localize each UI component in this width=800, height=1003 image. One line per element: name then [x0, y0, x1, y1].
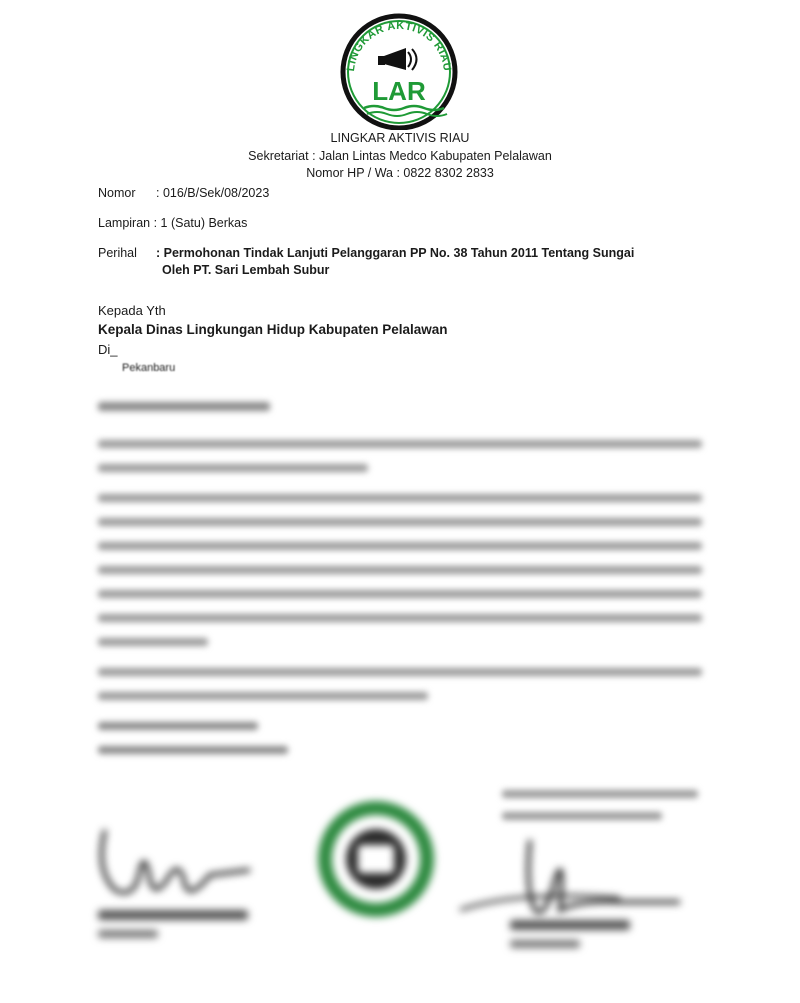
recipient-di: Di_	[98, 342, 118, 357]
logo-monogram: LAR	[372, 76, 426, 106]
recipient-city: Pekanbaru	[122, 362, 176, 374]
organization-stamp	[312, 795, 440, 923]
logo-ring-text: LINGKAR AKTIVIS RIAU	[344, 19, 454, 73]
recipient-greeting: Kepada Yth	[98, 303, 166, 318]
recipient-name: Kepala Dinas Lingkungan Hidup Kabupaten Pelalawan	[98, 322, 448, 337]
signature-left	[90, 810, 260, 950]
subject-row	[98, 246, 634, 260]
signature-right	[450, 820, 710, 960]
perihal-line-2: Oleh PT. Sari Lembah Subur	[162, 263, 330, 277]
nomor-label: Nomor	[98, 186, 136, 200]
org-name: LINGKAR AKTIVIS RIAU	[330, 131, 470, 145]
contact-phone: Nomor HP / Wa : 0822 8302 2833	[306, 166, 494, 180]
perihal-label: Perihal	[98, 246, 137, 260]
organization-logo	[334, 12, 464, 130]
secretariat-address: Sekretariat : Jalan Lintas Medco Kabupaten Pelalawan	[248, 149, 552, 163]
perihal-line-1: : Permohonan Tindak Lanjuti Pelanggaran PP No. 38 Tahun 2011 Tentang Sungai	[156, 246, 635, 260]
attachment-row: Lampiran : 1 (Satu) Berkas	[98, 216, 248, 230]
letter-number-row	[98, 186, 269, 200]
nomor-value: : 016/B/Sek/08/2023	[156, 186, 270, 200]
